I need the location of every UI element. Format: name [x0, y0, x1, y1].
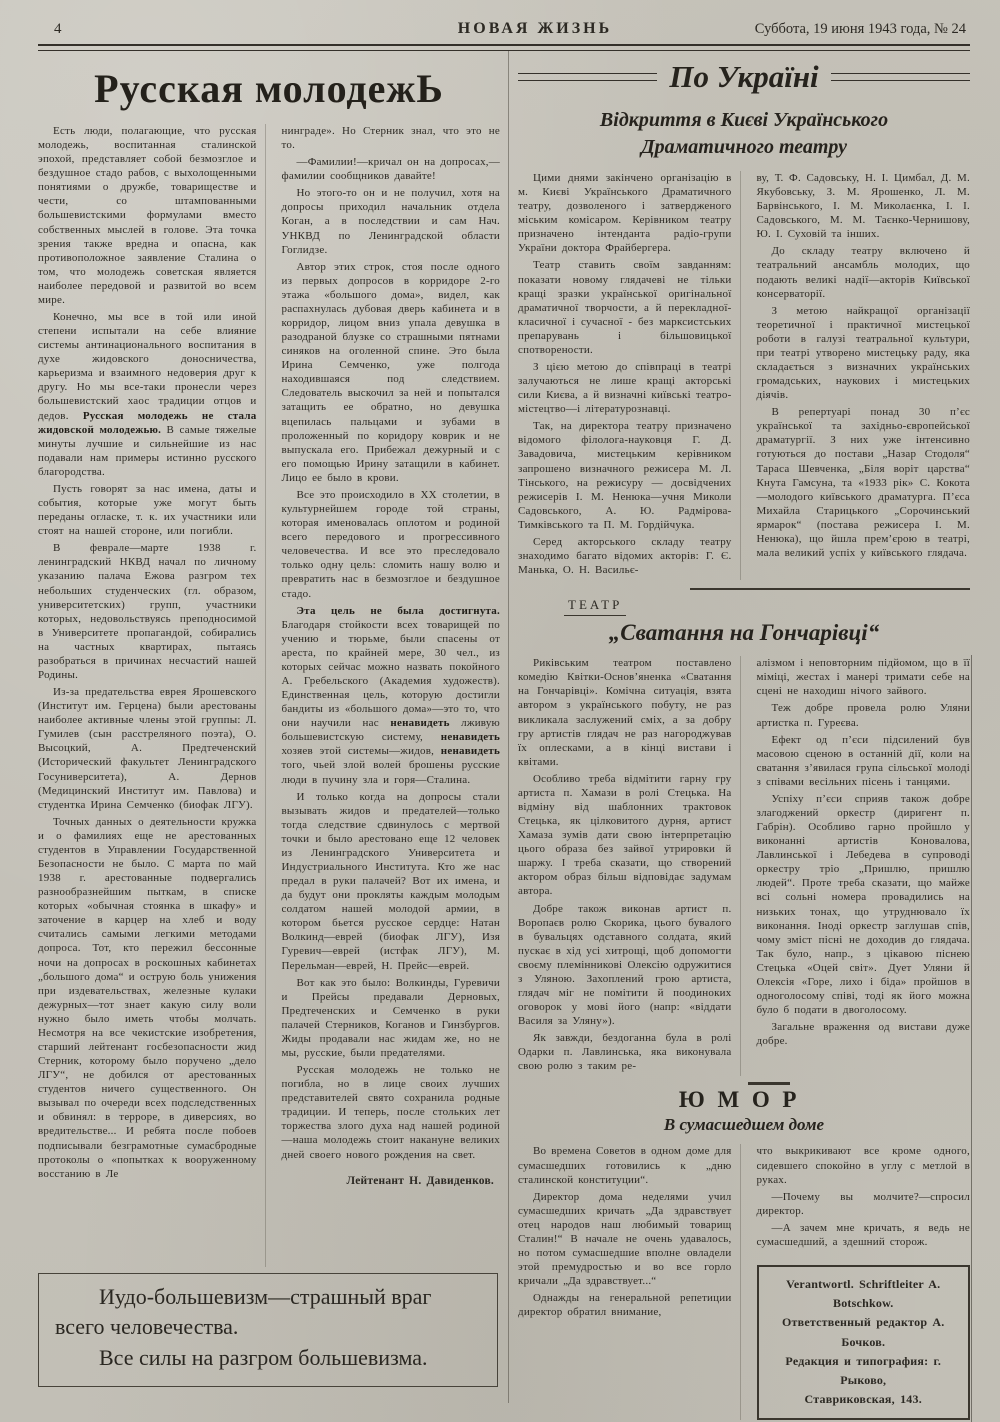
theatre-review-columns [518, 656, 970, 1076]
humor-column-2-text [757, 1144, 971, 1249]
ukraine-section [508, 51, 970, 1407]
paragraph: Вот как это было: Волкинды, Гуревичи и Прейсы предавали Дерновых, Предтеченских и Семченко в руки палачей Стерников, Коганов и Гинзбургов. Жиды продавали нас жидам же, но не мы, русские, были предателями. [281, 976, 500, 1059]
paragraph: Особливо треба відмітити гарну гру артиста п. Хамази в ролі Стецька. На відміну від шаблонних трактовок Стецька, як цілковитого дурня, артист Хамаза зумів дати свою інтерпретацію цього образа без зайвої утрировки й шаржу. І треба сказати, що створений актором образ більш відповідає задумам автора. [518, 772, 732, 898]
paragraph: Verantwortl. Schriftleiter A. Botschkow. [786, 1277, 941, 1311]
paragraph: Успіху п’єси сприяв також добре злагоджений оркестр (диригент п. Габрін). Особливо гарно пройшло у виконанні артистів Коновалова, Лавлинської і Лебедева в супроводі оркестру тріо „Пришлю, пришлю людей“. Проте треба сказати, що майже всі сольні номера провадились на низьких тонах, що утруднювало їх виконання. Іноді оркестр заглушав спів, чому зміст пісні не доходив до глядача. Так було, напр., з цікавою піснею Стецька «Оцей світ». Дует Уляни й Олексія «Горе, лихо і біда» пройшов в одноголосому співі, тоді як його можна було б подати в двоголосому. [756, 792, 970, 1017]
theatre-kicker: ТЕАТР [564, 597, 626, 616]
paragraph: До складу театру включено й театральний ансамбль молодих, що подають великі надії—акторів Київської консерваторії. [756, 245, 970, 300]
paragraph: Пусть говорят за нас имена, даты и события, которые уже могут быть переданы огласке, т. к. их участники или стоят на нашей стороне, или погибли. [38, 482, 257, 538]
humor-section-rule [748, 1082, 790, 1085]
paragraph: Во времена Советов в одном доме для сумасшедших готовились к „дню сталинской конституции“. [518, 1145, 732, 1186]
paragraph: Цими днями закінчено організацію в м. Києві Українського Драматичного театру, дозволеного і затвердженого міським комісаром. Керівником театру призначено інтенданта радіо-групи України доктора Фрайбергера. [518, 172, 732, 255]
headline-russian-youth: Русская молодежЬ [94, 66, 444, 111]
humor-columns [518, 1144, 970, 1420]
article-russian-youth [38, 51, 500, 1403]
paragraph: Теж добре провела ролю Уляни артистка п. Гуреєва. [756, 702, 970, 729]
theatre-review-column-1 [518, 656, 741, 1076]
paragraph: Як завжди, бездоганна була в ролі Одарки п. Лавлинська, яка виконувала свою ролю з таким ре- [518, 1032, 732, 1073]
article-kiev-theatre [518, 101, 970, 580]
kiev-theatre-column-2 [757, 171, 971, 580]
slogan-box [38, 1273, 498, 1387]
paragraph: Однажды на генеральной репетиции директор обратил внимание, [518, 1292, 732, 1319]
humor-column-2 [757, 1144, 971, 1420]
humor-subtitle: В сумасшедшем доме [663, 1115, 825, 1135]
page-number: 4 [54, 21, 62, 37]
article-title-line-2: Драматичного театру [640, 136, 848, 158]
paragraph: Ефект од п’єси підсилений був масовою сценою в останній дії, коли на сватання з’явилася група сільської молоді з співами весільних пісень і танцями. [756, 733, 970, 788]
ukraine-header-title: По Україні [669, 59, 819, 94]
paragraph: Иудо-большевизм—страшный враг всего человечества. [55, 1283, 432, 1340]
ukraine-header-rule-left [518, 73, 657, 81]
paragraph: Добре також виконав артист п. Воропаєв ролю Скорика, цього бувалого в бувальцях одставного солдата, який пускає в хід усі хитрощі, щоб допомогти своєму племінникові Олексію одружитися з Уляною. Захоплений грою артиста, глядач міг не помітити й поодиноких оговорок у мові його (напр: «віддати Василя за Уляну»). [518, 902, 732, 1028]
ukraine-header-rule-right [831, 73, 970, 81]
page-header [38, 10, 970, 42]
article-columns [38, 124, 500, 1267]
article-kiev-theatre-title [518, 107, 970, 161]
article-title-line-1: Відкриття в Києві Українського [599, 109, 889, 131]
author-signature: Лейтенант Н. Давиденков. [346, 1174, 494, 1187]
issue-date: Суббота, 19 июня 1943 года, № 24 [754, 21, 966, 37]
paragraph: В феврале—марте 1938 г. ленинградский НКВД начал по личному указанию палача Ежова разгром тех небольших студенческих (гл. образом, университетских) групп, участники которых, недовольствуясь преподносимой в Университете пропагандой, собирались на частных квартирах, пытаясь разобраться в причинах несчастий нашей Родины. [38, 542, 257, 681]
paragraph: Точных данных о деятельности кружка и о фамилиях еще не арестованных студентов в Управлении Государственной Безопасности не было. С марта по май 1938 г. арестованные подвергались разнообразнейшим пыткам, в списке которых «обычная стоянка в шкафу» и заточение в карцер на хлеб и воду считались самыми легкими методами допроса. Тот, кто пережил бессонные ночи на допросах в роскошных кабинетах „большого дома“ и острую боль унижения при издевательствах, железные кулаки дежурных—тот знает какую силу воли нужно было иметь чтобы молчать. Несмотря на все чекистские изобретения, старший лейтенант госбезопасности жид Стерник, которому было поручено „дело ЛГУ“, не добился от арестованных студентов ничего существенного. Он вызывал по очереди всех подследственных и обвинял: в терроре, в диверсиях, во вредительстве... И ребята после побоев подписывали безграмотные сумасбродные протоколы о «попытках к вооруженному восстанию в Ле [38, 815, 257, 1180]
paragraph: Так, на директора театру призначено відомого філолога-науковця Г. Д. Завадовича, мистецьким керівником запрошено визначного режисера М. Л. Тінського, на режисуру — досвідчених режисерів І. М. Ненюка—учня Миколи Садовського, А. Ю. Радмірова-Тимківського та П. М. Гордійчука. [518, 420, 732, 531]
kiev-theatre-column-1 [518, 171, 741, 580]
header-rule [38, 44, 970, 51]
article-theatre-review [518, 580, 970, 1076]
paragraph: Ответственный редактор А. Бочков. [781, 1315, 945, 1349]
humor-title: ЮМОР [678, 1087, 810, 1113]
paragraph: З метою найкращої організації теоретичної і практичної мистецької роботи в галузі театральної культури, при театрі утворено мистецьку раду, яка складається з визначних українських громадських, наукових і мистецьких діячів. [756, 304, 970, 402]
article-humor [518, 1076, 970, 1420]
paragraph: —Фамилии!—кричал он на допросах,—фамилии сообщников давайте! [281, 156, 500, 183]
paragraph: Директор дома неделями учил сумасшедших кричать „Да здравствует отец народов наш любимый товарищ Сталин!“ В начале не очень удавалось, но потом сумасшедшие вполне овладели этой премудростью и во все горло кричали „Да здравствует...“ [518, 1190, 732, 1288]
paragraph: Все это происходило в XX столетии, в культурнейшем городе той страны, которая именовалась оплотом и родиной всего передового и прогрессивного человечества. И все это преследовало только одну цель: сломить нашу волю и превратить нас в безмозглое и бездушное стадо. [281, 488, 500, 600]
article-column-1 [38, 124, 266, 1267]
paragraph: алізмом і неповторним підйомом, що в її міміці, жестах і манері тримати себе на сцені не находиш нічого зайвого. [756, 657, 970, 698]
paragraph: Конечно, мы все в той или иной степени испытали на себе влияние системы антинационального воспитания в духе жидовского доносничества, карьеризма и взаимного недоверия друг к другу. Но мы все-таки пронесли через большевистский хаос традиции отцов и дедов. Русская молодежь не стала жидовской молодежью. В самые тяжелые минуты лучшие и сильнейшие из нас подавали нам примеры истинно русского благородства. [38, 311, 257, 478]
paragraph: —А зачем мне кричать, я ведь не сумасшедший, а здешний сторож. [756, 1221, 970, 1248]
imprint-box [757, 1265, 971, 1420]
paragraph: Эта цель не была достигнута. Благодаря стойкости всех товарищей по учению и тюрьме, были спасены от ареста, по крайней мере, 30 чел., из которых сейчас можно назвать покойного А. Гребельского (Академия художеств). Единственная цель, которую достигли бандиты из «большого дома»—это то, что они научили нас ненавидеть лживую большевистскую систему, ненавидеть хозяев этой системы—жидов, ненавидеть того, чьей злой волей брошены русские люди в пучину зла и горя—Сталина. [281, 604, 500, 786]
theatre-review-column-2 [757, 656, 971, 1076]
theatre-review-title: „Сватання на Гончарівці“ [608, 620, 880, 646]
paragraph: ву, Т. Ф. Садовську, Н. І. Цимбал, Д. М. Якубовську, З. М. Ярошенко, Л. М. Барвінського, І. М. Миколаєнка, І. І. Садовського, М. М. Таєнко-Чернишову, Ю. І. Суховій та інших. [756, 172, 970, 241]
paragraph: Редакция и типография: г. Рыково, [785, 1353, 942, 1387]
paragraph: Автор этих строк, стоя после одного из первых допросов в корридоре 2-го этажа «большого дома», видел, как распахнулась дубовая дверь кабинета и в корридор, лицом вниз упала девушка в разодраной блузке со страшными пятнами синяков на оголенной спине. Это была Ирина Семченко, уже полгода находившаяся под следствием. Следователь выскочил за ней и попытался затащить ее обратно, но девушка вцепилась пальцами и зубами в проложенный по коридору коврик и не выпускала его. Прибежал дежурный и с его помощью Ирину затащили в кабинет. Лицо ее было в крови. [281, 260, 500, 484]
humor-column-1 [518, 1144, 741, 1420]
paragraph: нинграде». Но Стерник знал, что это не то. [281, 125, 500, 152]
paragraph: что выкрикивают все кроме одного, сидевшего спокойно в углу с метлой в руках. [756, 1145, 970, 1186]
page-content [38, 51, 970, 1407]
paragraph: Загальне враження од вистави дуже добре. [756, 1021, 970, 1048]
masthead-title: НОВАЯ ЖИЗНЬ [457, 20, 613, 37]
paragraph: —Почему вы молчите?—спросил директор. [756, 1190, 970, 1217]
article-column-2-text [282, 124, 501, 1162]
paragraph: Все силы на разгром большевизма. [99, 1345, 428, 1371]
paragraph: Но этого-то он и не получил, хотя на допросы приходил начальник отдела Коган, а в последствии и сам Нач. УНКВД по Ленинградской области Гоглидзе. [281, 187, 500, 256]
kiev-theatre-columns [518, 171, 970, 580]
paragraph: Серед акторського складу театру знаходимо багато відомих акторів: Г. Є. Манька, О. Н. Васильє- [518, 535, 732, 577]
paragraph: Театр ставить своїм завданням: показати новому глядачеві не тільки кращі зразки української оригінальної драматичної творчости, а й перекладної-класичної і сучасної - без марксистських препарувань і більшовицької спотворености. [518, 259, 732, 356]
ukraine-section-header [518, 59, 970, 95]
paragraph: Русская молодежь не только не погибла, но в лице своих лучших представителей свято сохранила родные традиции. И теперь, после стольких лет торжества злого духа над нашей родиной—наша молодежь стоит накануне великих дней своего нового рождения на свет. [281, 1064, 500, 1161]
article-column-2 [282, 124, 501, 1267]
paragraph: И только когда на допросы стали вызывать жидов и предателей—только тогда следствие сдвинулось с мертвой точки и было арестовано еще 12 человек из Ленинградского Университета и Индустриального Института. Кто же нас предал в руки палачей? Вот их имена, и да будут они прокляты каждым молодым солдатом нашей молодой армии, в котором бьется русское сердце: Натан Волкинд—еврей (биофак ЛГУ), Изя Гуревич—еврей (истфак ЛГУ), М. Перельман—еврей, Н. Прейс—еврей. [281, 790, 500, 972]
paragraph: Есть люди, полагающие, что русская молодежь, воспитанная сталинской эпохой, представляет собой безмозглое и бездушное стадо рабов, с выхолощенными понятиями о дружбе, товариществе и чести, со штампованными большевистскими формулами вместо собственных мыслей в голове. Эта точка зрения также вредна и опасна, как противоположное заявление Сталина о том, что молодежь советская является наиболее передовой и развитой во всем мире. [38, 125, 257, 306]
paragraph: Риківським театром поставлено комедію Квітки-Основ’яненка «Сватання на Гончарівці». Комічна ситуація, взята автором з українського побуту, не раз викликала заслужений сміх, а за добру гру артистів глядач не раз нагороджував їх оплесками, а в кінці вистави і квітами. [518, 657, 732, 768]
paragraph: В репертуарі понад 30 п’єс української та західньо-європейської драматургії. З них уже інтенсивно готуються до постави „Назар Стодоля“ Тараса Шевченка, „Біля воріт царства“ Кнута Гамсуна, та «1933 рік» С. Кокота—молодого київського драматурга. П’єса Михайла Старицького „Сорочинський ярмарок“ (постава режисера І. М. Ненюка), що йшла прем’єрою в театрі, мала великий успіх у київського глядача. [756, 406, 970, 560]
paragraph: З цією метою до співпраці в театрі залучаються не лише кращі акторські сили Києва, а й визначні київські театро-містецтво—і літературознавці. [518, 361, 732, 416]
theatre-section-rule [690, 588, 970, 590]
paragraph: Из-за предательства еврея Ярошевского (Институт им. Герцена) были арестованы наиболее активные члены этой группы: Л. Гумилев (сын расстреляного поэта), О. Высоцкий, А. Предтеченский (Исторический факультет Ленинградского Госуниверситета), А. Дернов (Медицинский Институт им. Павлова) и студентка Ирина Семченко (биофак ЛГУ). [38, 686, 257, 811]
paragraph: Ставриковская, 143. [804, 1392, 922, 1407]
